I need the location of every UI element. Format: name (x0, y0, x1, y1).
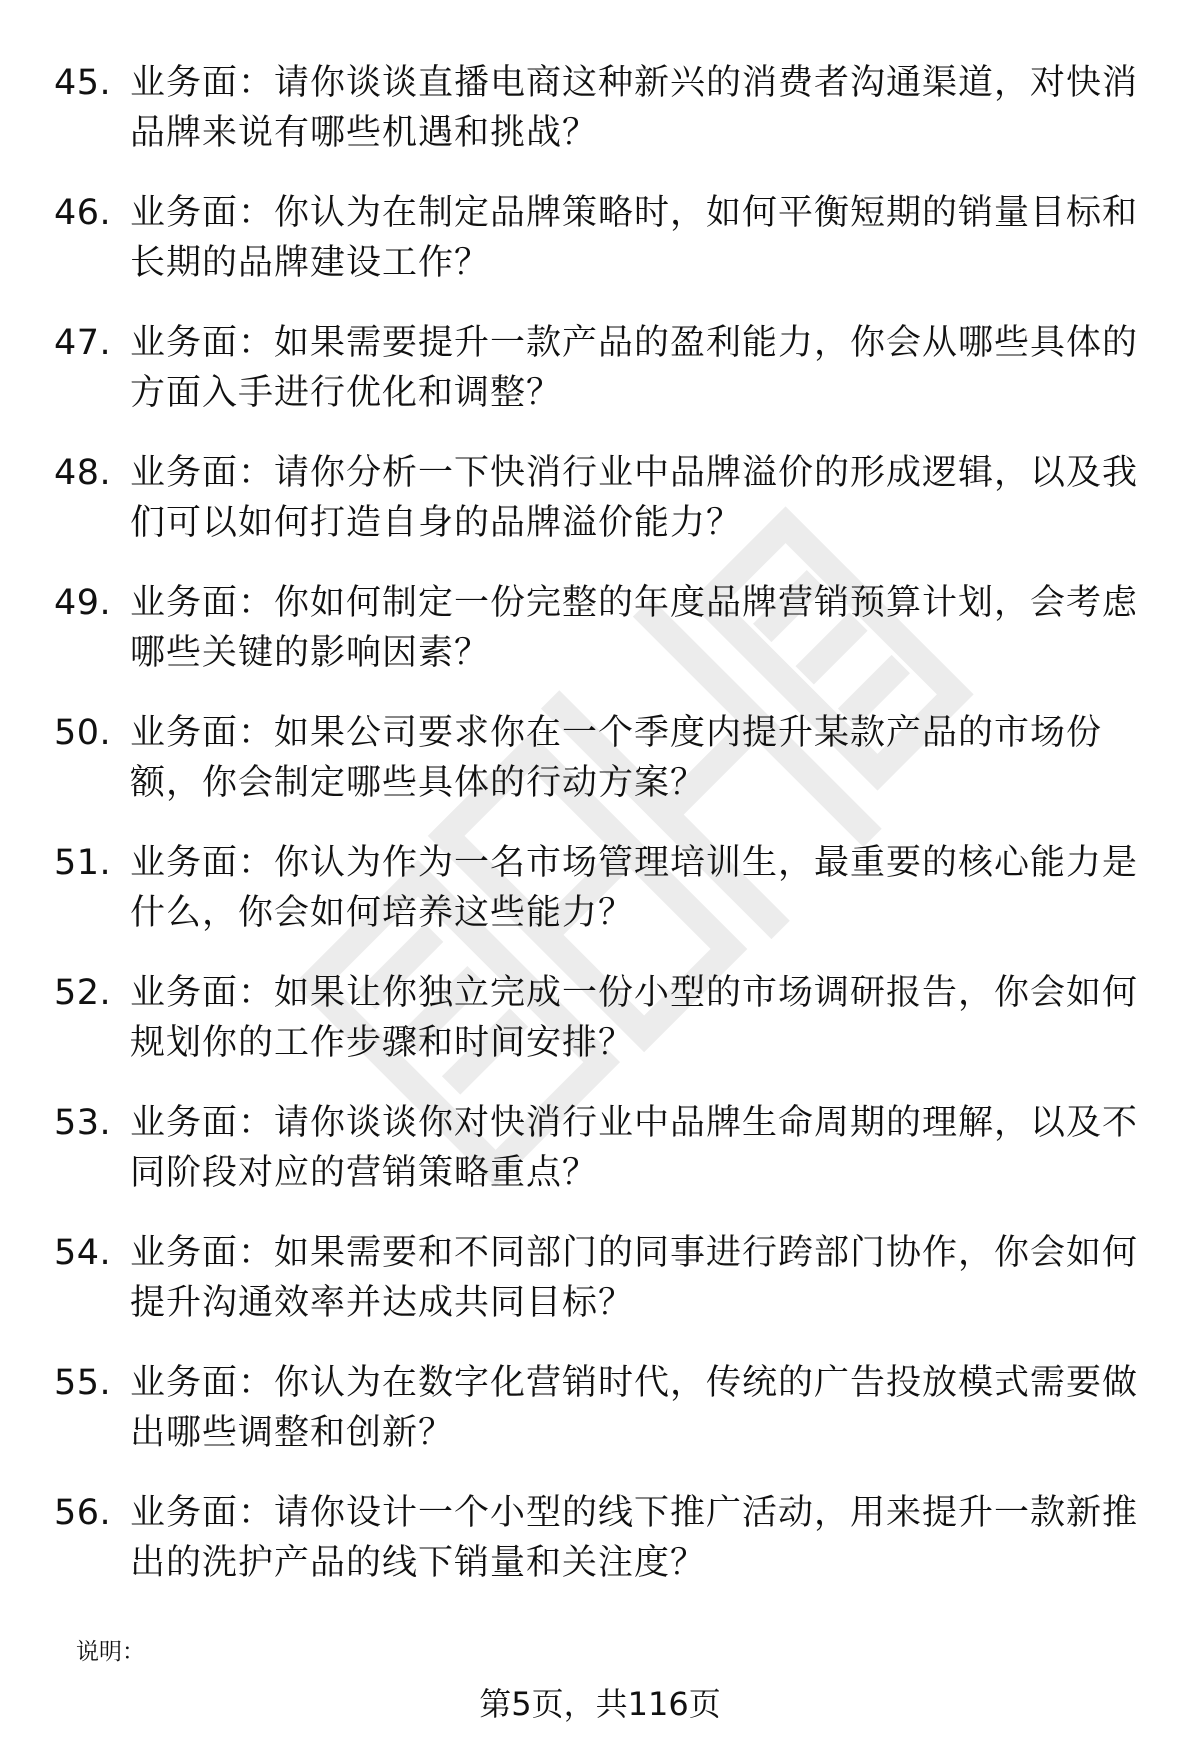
question-number: 53. (54, 1103, 112, 1143)
question-text: 业务面：你认为在制定品牌策略时，如何平衡短期的销量目标和长期的品牌建设工作？ (130, 193, 1139, 283)
question-number: 52. (54, 973, 112, 1013)
footnote-label: 说明： (76, 1639, 145, 1665)
question-text: 业务面：请你谈谈你对快消行业中品牌生命周期的理解，以及不同阶段对应的营销策略重点？ (130, 1103, 1139, 1193)
question-text: 业务面：请你谈谈直播电商这种新兴的消费者沟通渠道，对快消品牌来说有哪些机遇和挑战？ (130, 63, 1139, 153)
question-number: 48. (54, 453, 112, 493)
question-text: 业务面：请你分析一下快消行业中品牌溢价的形成逻辑，以及我们可以如何打造自身的品牌溢价能力？ (130, 453, 1139, 543)
question-number: 50. (54, 713, 112, 753)
question-text: 业务面：如果需要提升一款产品的盈利能力，你会从哪些具体的方面入手进行优化和调整？ (130, 323, 1139, 413)
question-number: 46. (54, 193, 112, 233)
question-text: 业务面：如果让你独立完成一份小型的市场调研报告，你会如何规划你的工作步骤和时间安排？ (130, 973, 1139, 1063)
question-text: 业务面：请你设计一个小型的线下推广活动，用来提升一款新推出的洗护产品的线下销量和关注度？ (130, 1493, 1139, 1583)
question-number: 47. (54, 323, 112, 363)
question-number: 55. (54, 1363, 112, 1403)
question-text: 业务面：你认为在数字化营销时代，传统的广告投放模式需要做出哪些调整和创新？ (130, 1363, 1139, 1453)
question-number: 51. (54, 843, 112, 883)
question-text: 业务面：你如何制定一份完整的年度品牌营销预算计划，会考虑哪些关键的影响因素？ (130, 583, 1139, 673)
question-number: 49. (54, 583, 112, 623)
page-indicator: 第5页，共116页 (479, 1685, 721, 1723)
question-number: 56. (54, 1493, 112, 1533)
question-text: 业务面：如果公司要求你在一个季度内提升某款产品的市场份额，你会制定哪些具体的行动方案？ (130, 713, 1103, 803)
question-number: 54. (54, 1233, 112, 1273)
question-number: 45. (54, 63, 112, 103)
question-text: 业务面：你认为作为一名市场管理培训生，最重要的核心能力是什么，你会如何培养这些能力？ (130, 843, 1139, 933)
question-text: 业务面：如果需要和不同部门的同事进行跨部门协作，你会如何提升沟通效率并达成共同目标？ (130, 1233, 1139, 1323)
